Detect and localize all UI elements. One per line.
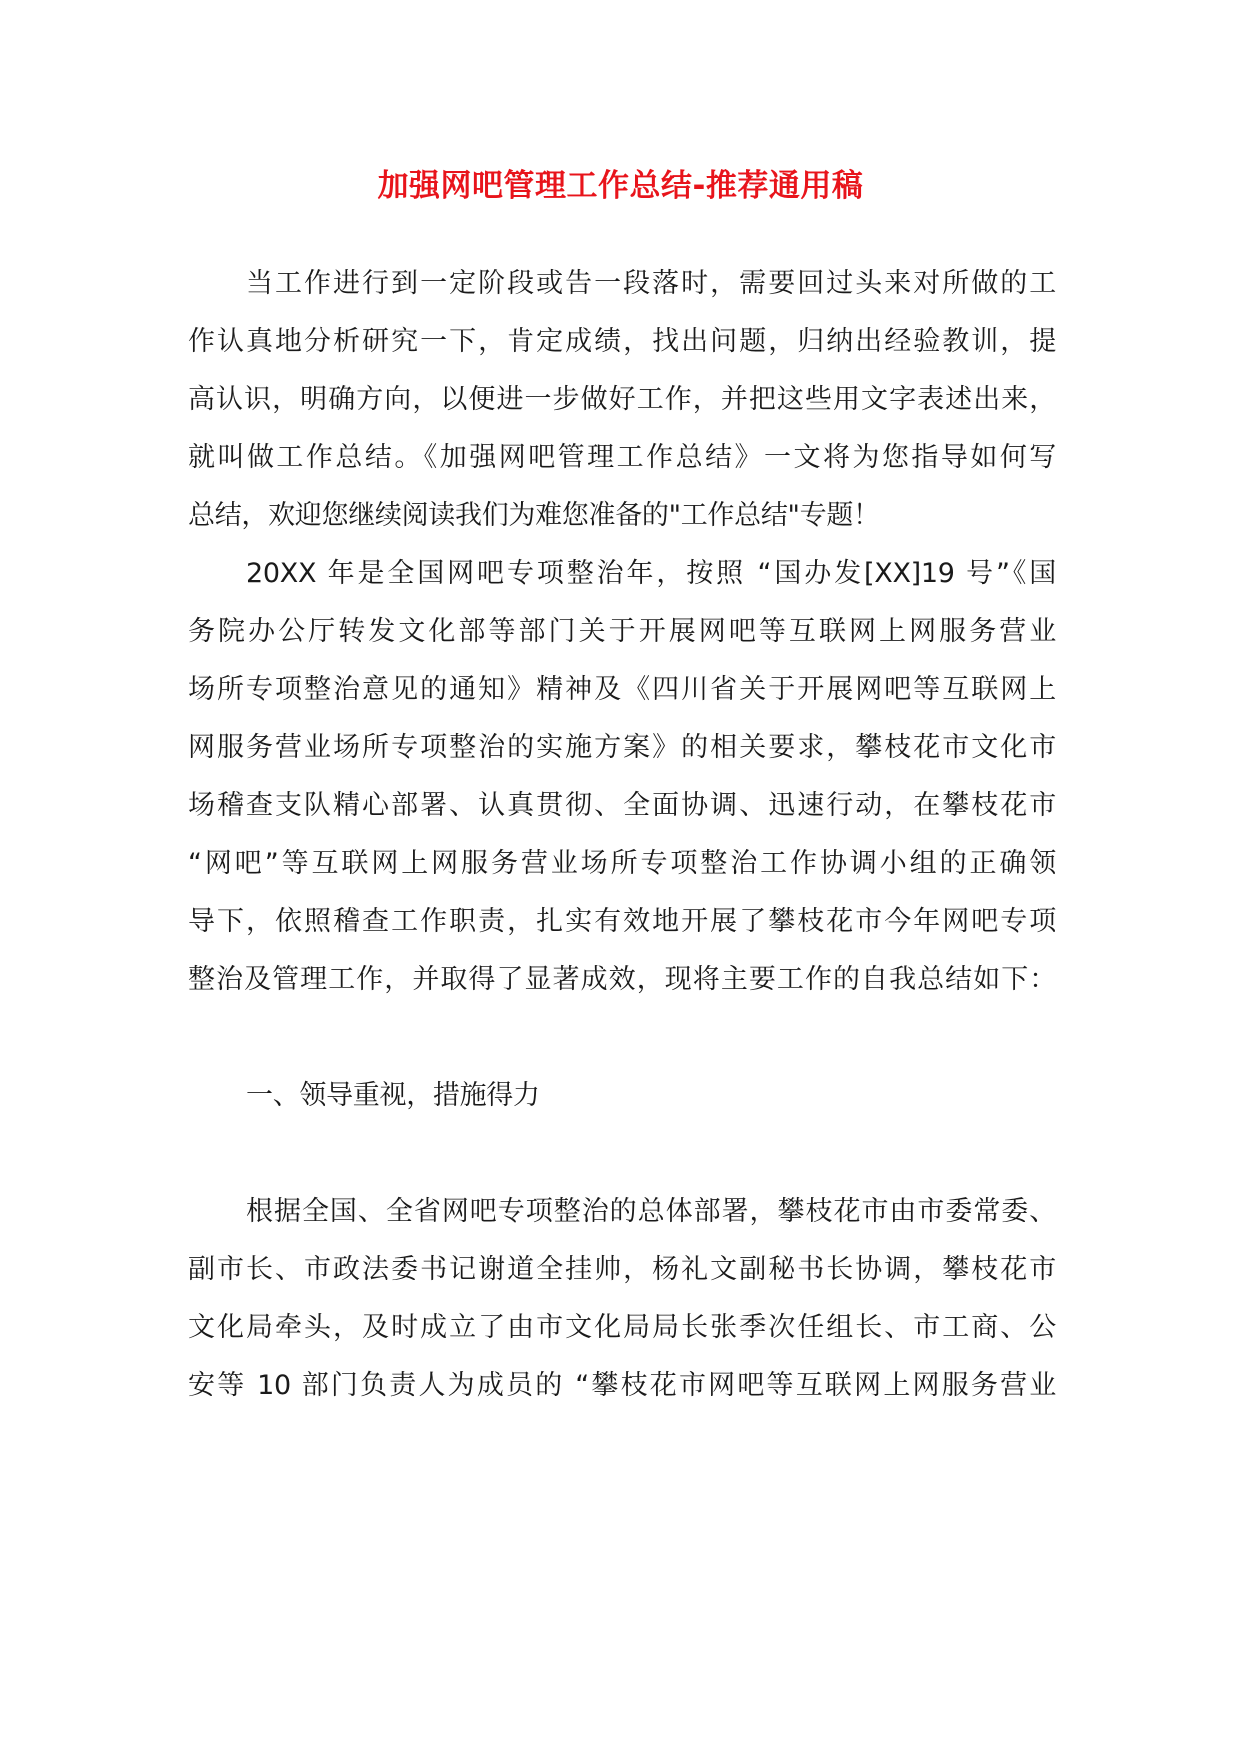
paragraph-line: 网服务营业场所专项整治的实施方案》的相关要求，攀枝花市文化市 xyxy=(188,732,1056,763)
paragraph-line: 副市长、市政法委书记谢道全挂帅，杨礼文副秘书长协调，攀枝花市 xyxy=(188,1254,1056,1285)
section-heading: 一、领导重视，措施得力 xyxy=(246,1080,540,1111)
paragraph-line: 根据全国、全省网吧专项整治的总体部署，攀枝花市由市委常委、 xyxy=(246,1196,1056,1227)
paragraph-line: 安等 10 部门负责人为成员的 “攀枝花市网吧等互联网上网服务营业 xyxy=(188,1370,1056,1401)
paragraph-line: 20XX 年是全国网吧专项整治年，按照 “国办发[XX]19 号”《国 xyxy=(246,558,1056,589)
paragraph-line: 就叫做工作总结。《加强网吧管理工作总结》一文将为您指导如何写 xyxy=(188,442,1056,473)
paragraph-line: 整治及管理工作，并取得了显著成效，现将主要工作的自我总结如下： xyxy=(188,964,1056,995)
paragraph-line: 导下，依照稽查工作职责，扎实有效地开展了攀枝花市今年网吧专项 xyxy=(188,906,1056,937)
paragraph-line: 场所专项整治意见的通知》精神及《四川省关于开展网吧等互联网上 xyxy=(188,674,1056,705)
paragraph-line: 作认真地分析研究一下，肯定成绩，找出问题，归纳出经验教训，提 xyxy=(188,326,1056,357)
paragraph-line: 高认识，明确方向，以便进一步做好工作，并把这些用文字表述出来， xyxy=(188,384,1056,415)
paragraph-line: 务院办公厅转发文化部等部门关于开展网吧等互联网上网服务营业 xyxy=(188,616,1056,647)
document-title: 加强网吧管理工作总结-推荐通用稿 xyxy=(377,168,864,204)
paragraph-line: 文化局牵头，及时成立了由市文化局局长张季次任组长、市工商、公 xyxy=(188,1312,1056,1343)
paragraph-line: 场稽查支队精心部署、认真贯彻、全面协调、迅速行动，在攀枝花市 xyxy=(188,790,1056,821)
paragraph-line: 当工作进行到一定阶段或告一段落时，需要回过头来对所做的工 xyxy=(246,268,1056,299)
paragraph-line: 总结，欢迎您继续阅读我们为难您准备的"工作总结"专题！ xyxy=(188,500,880,531)
paragraph-line: “网吧”等互联网上网服务营业场所专项整治工作协调小组的正确领 xyxy=(188,848,1056,879)
